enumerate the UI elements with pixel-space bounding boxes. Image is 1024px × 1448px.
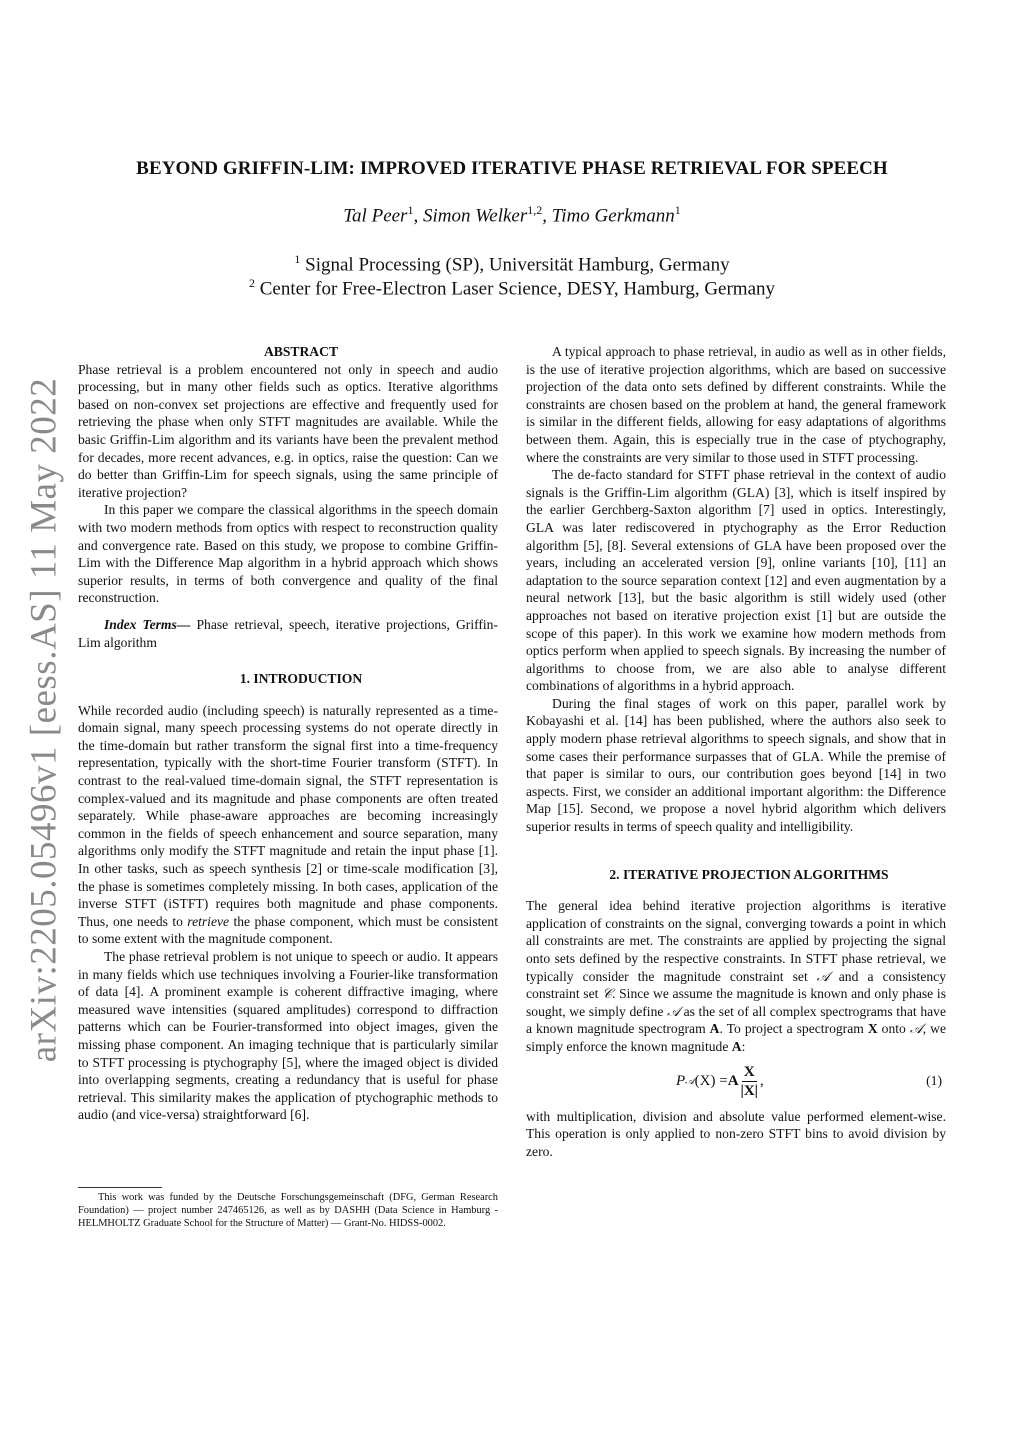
body-paragraph: The phase retrieval problem is not unique to speech or audio. It appears in many fields which use techniques involving a Fourier-like transformation of data [4]. A prominent example is coherent diffractive imaging, where measured wave intensities (squared amplitudes) correspond to diffraction patterns which can be Fourier-transformed into object images, given the missing phase component. An imaging technique that is particularly similar to STFT processing is ptychography [5], where the imaged object is divided into overlapping segments, creating a redundancy that is useful for phase retrieval. This similarity makes the application of ptychographic methods to audio (and vice-versa) straightforward [6]. xyxy=(78,949,498,1123)
body-paragraph: A typical approach to phase retrieval, in audio as well as in other fields, is the use of iterative projection algorithms, which are based on successive projection of the data onto sets defined by different constraints. While the constraints are chosen based on the problem at hand, the general framework is similar in the different fields, allowing for easy adaptations of algorithms between them. Again, this is especially true in the case of ptychography, where the constraints are very similar to those used in STFT processing. xyxy=(526,344,946,465)
author-list: Tal Peer$^1$, Simon Welker$^{1,2}$, Timo Gerkmann$^1$ xyxy=(343,203,681,227)
arxiv-identifier: arXiv:2205.05496v1 [eess.AS] 11 May 2022 xyxy=(23,377,65,1063)
footnote-rule xyxy=(78,1187,162,1188)
affiliation-1: $^1$ Signal Processing (SP), Universität Hamburg, Germany xyxy=(294,252,730,276)
abstract-heading: ABSTRACT xyxy=(263,344,339,359)
index-terms: Index Terms— Phase retrieval, speech, iterative projections, Griffin-Lim algorithm xyxy=(78,616,499,650)
section-heading-iterative-projection: 2. ITERATIVE PROJECTION ALGORITHMS xyxy=(609,866,889,882)
funding-footnote: This work was funded by the Deutsche Forschungsgemeinschaft (DFG, German Research Foundation) — project number 247465126, as well as by DASHH (Data Science in Hamburg - HELMHOLTZ Graduate School for the Structure of Matter) — Grant-No. HIDSS-0002. xyxy=(78,1192,498,1229)
affiliation-2: $^2$ Center for Free-Electron Laser Science, DESY, Hamburg, Germany xyxy=(248,276,776,300)
equation-1: P 𝒜 (X) = A $\frac{X}{|X|}$ , (1) xyxy=(676,1064,942,1100)
author-name: Tal Peer xyxy=(343,205,408,227)
equation-number: (1) xyxy=(926,1072,942,1088)
author-name: Simon Welker xyxy=(422,205,528,227)
right-column xyxy=(526,343,946,1160)
paper-title: BEYOND GRIFFIN-LIM: IMPROVED ITERATIVE PHASE RETRIEVAL FOR SPEECH xyxy=(136,158,888,179)
body-paragraph: The general idea behind iterative projection algorithms is iterative application of constraints on the signal, converging towards a point in which all constraints are met. The constraints are applied by projecting the signal onto sets defined by the respective constraints. In STFT phase retrieval, we typically consider the magnitude constraint set 𝒜 and a consistency constraint set 𝒞. Since we assume the magnitude is known and only phase is sought, we simply define 𝒜 as the set of all complex spectrograms that have a known magnitude spectrogram A. To project a spectrogram X onto 𝒜, we simply enforce the known magnitude A: xyxy=(526,898,947,1054)
author-affiliation-mark: 1,2 xyxy=(527,203,543,217)
abstract-paragraph: In this paper we compare the classical algorithms in the speech domain with two modern methods from optics with respect to reconstruction quality and convergence rate. Based on this study, we propose to combine Griffin-Lim with the Difference Map algorithm in a hybrid approach which shows superior results, in terms of both convergence and quality of the final reconstruction. xyxy=(78,502,498,606)
body-paragraph: The de-facto standard for STFT phase retrieval in the context of audio signals is the Griffin-Lim algorithm (GLA) [3], which is itself inspired by the earlier Gerchberg-Saxton algorithm [7] used in optics. Interestingly, GLA was later rediscovered in ptychography as the Error Reduction algorithm [5], [8]. Several extensions of GLA have been proposed over the years, including an accelerated version [9], online variants [10], [11] an adaptation to the source separation context [12] and even augmentation by a neural network [13], but the basic algorithm is still widely used (other approaches not based on iterative projection exist [1] but are outside the scope of this paper). In this work we examine how modern methods from optics perform when applied to speech signals. By increasing the number of algorithms to choose from, we are also able to analyse different combinations of algorithms in a hybrid approach. xyxy=(526,467,946,694)
author-affiliation-mark: 1 xyxy=(674,203,681,217)
body-paragraph: with multiplication, division and absolute value performed element-wise. This operation is only applied to non-zero STFT bins to avoid division by zero. xyxy=(526,1108,946,1159)
author-affiliation-mark: 1 xyxy=(407,203,414,217)
author-name: Timo Gerkmann xyxy=(551,205,675,227)
left-column xyxy=(78,343,498,1124)
abstract-paragraph: Phase retrieval is a problem encountered not only in speech and audio processing, but in many other fields such as optics. Iterative algorithms based on non-convex set projections are effective and frequently used for retrieving the phase when only STFT magnitudes are available. While the basic Griffin-Lim algorithm and its variants have been the prevalent method for decades, more recent advances, e.g. in optics, raise the question: Can we do better than Griffin-Lim for speech signals, using the same principle of iterative projection? xyxy=(78,361,498,500)
body-paragraph: During the final stages of work on this paper, parallel work by Kobayashi et al. [14] has been published, where the authors also seek to apply modern phase retrieval algorithms to speech signals, and show that in some cases their performance surpasses that of GLA. While the premise of that paper is similar to ours, our contribution goes beyond [14] in two aspects. First, we consider an additional important algorithm: the Difference Map [15]. Second, we propose a novel hybrid algorithm which delivers superior results in terms of speech quality and intelligibility. xyxy=(526,695,946,835)
fraction: $\frac{X}{|X|}$ xyxy=(740,1064,758,1100)
section-heading-introduction: 1. INTRODUCTION xyxy=(239,671,363,687)
body-paragraph: While recorded audio (including speech) is naturally represented as a time-domain signal, many speech processing systems do not operate directly in the time-domain but rather transform the signal first into a time-frequency representation, typically with the short-time Fourier transform (STFT). In contrast to the real-valued time-domain signal, the STFT representation is complex-valued and its magnitude and phase components are often treated separately. While phase-aware approaches are becoming increasingly common in the fields of speech enhancement and source separation, many algorithms only modify the STFT magnitude and retain the input phase [1]. In other tasks, such as speech synthesis [2] or time-scale modification [3], the phase is sometimes completely missing. In both cases, application of the inverse STFT (iSTFT) requires both magnitude and phase components. Thus, one needs to retrieve the phase component, which must be consistent to some extent with the magnitude component. xyxy=(78,702,498,947)
